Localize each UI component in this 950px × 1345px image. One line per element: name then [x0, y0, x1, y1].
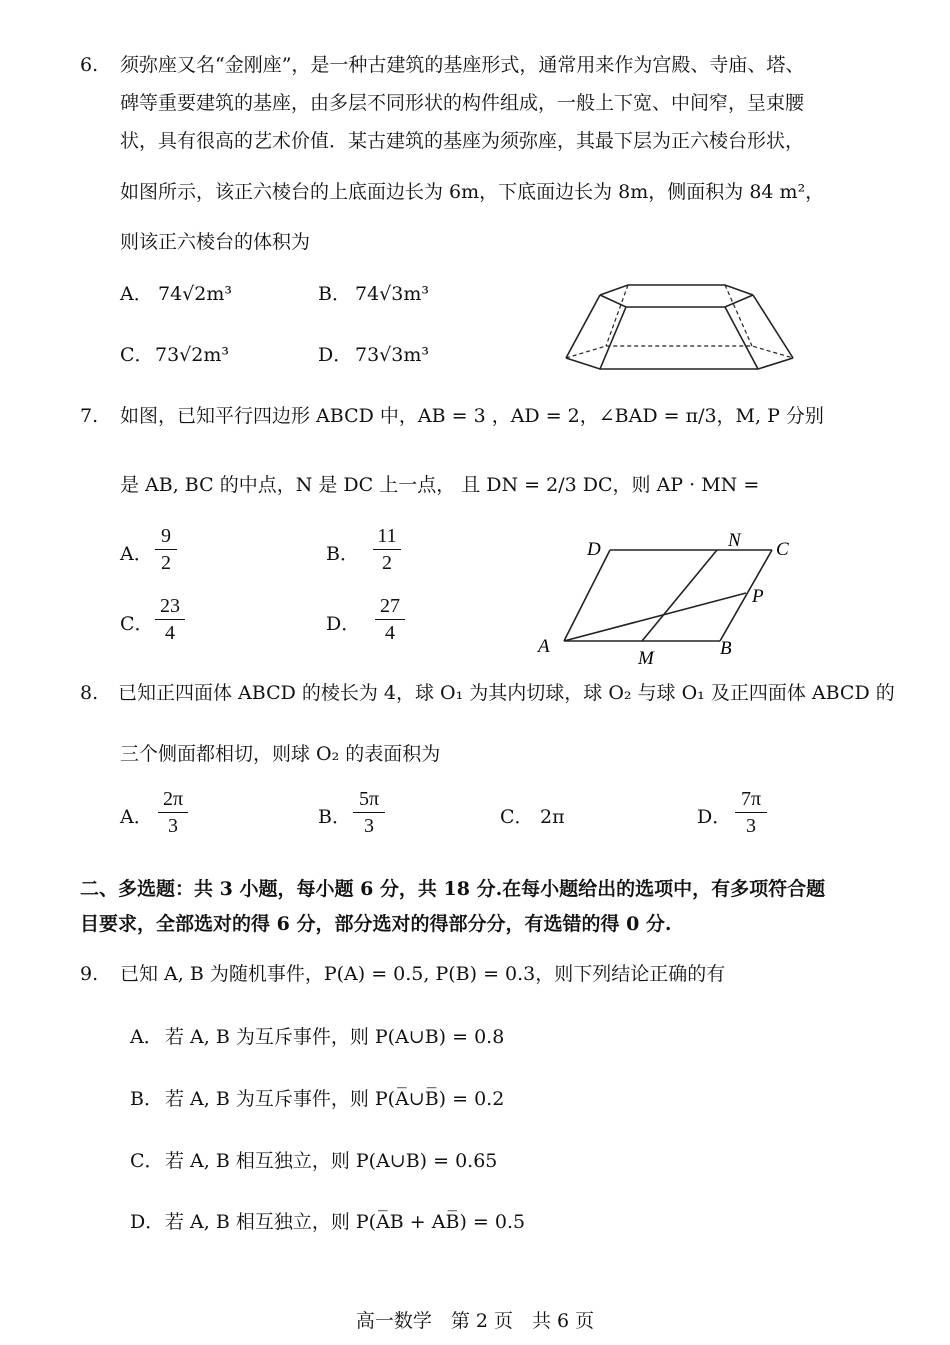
parallelogram-figure	[530, 528, 800, 670]
q9-option-b-label: B．	[130, 1088, 163, 1110]
q8-option-a-den: 3	[168, 815, 178, 838]
label-b: B	[720, 638, 732, 659]
fraction-bar	[375, 619, 405, 620]
section-2-heading-line-1: 二、多选题：共 3 小题，每小题 6 分，共 18 分.在每小题给出的选项中，有多项符合题	[80, 878, 826, 900]
q8-option-a-num: 2π	[162, 788, 184, 810]
label-d: D	[587, 539, 601, 560]
q8-option-b-label: B．	[318, 806, 351, 828]
q6-option-a: 74√2m³	[158, 283, 233, 305]
q8-option-c-label: C．	[500, 806, 534, 828]
q9-option-c: 若 A, B 相互独立，则 P(A∪B) = 0.65	[165, 1150, 498, 1172]
fraction-bar	[155, 549, 177, 550]
q8-option-c: 2π	[540, 806, 565, 828]
q7-option-c-label: C．	[120, 613, 154, 635]
q6-line-3: 状，具有很高的艺术价值．某古建筑的基座为须弥座，其最下层为正六棱台形状，	[120, 130, 805, 152]
segment-mn	[642, 550, 717, 641]
q8-number: 8.	[80, 682, 99, 704]
q8-option-d-label: D．	[697, 806, 732, 828]
q6-option-d-label: D．	[318, 344, 353, 366]
q7-option-b-den: 2	[382, 552, 392, 575]
fraction-bar	[155, 619, 185, 620]
q9-stem: 已知 A, B 为随机事件，P(A) = 0.5, P(B) = 0.3，则下列结论正确的有	[120, 963, 726, 985]
segment-ap	[564, 593, 746, 641]
label-p: P	[752, 586, 764, 607]
q7-option-c-fraction	[155, 594, 185, 645]
q7-number: 7.	[80, 405, 99, 427]
q6-option-d: 73√3m³	[355, 344, 430, 366]
q8-option-b-den: 3	[364, 815, 374, 838]
frustum-bottom-back	[566, 346, 793, 358]
q8-option-d-den: 3	[746, 815, 756, 838]
q9-option-b: 若 A, B 为互斥事件，则 P(A̅∪B̅) = 0.2	[165, 1088, 505, 1110]
q8-option-b-fraction	[353, 787, 385, 838]
q7-option-a-fraction	[155, 524, 177, 575]
q9-option-c-label: C．	[130, 1150, 164, 1172]
q7-option-a-num: 9	[161, 525, 171, 547]
q7-option-d-label: D．	[326, 613, 361, 635]
fraction-bar	[735, 812, 767, 813]
q6-option-b-label: B．	[318, 283, 351, 305]
q7-line-1: 如图，已知平行四边形 ABCD 中，AB = 3 ，AD = 2，∠BAD = π/3，M, P 分别	[120, 405, 824, 427]
q6-option-b: 74√3m³	[355, 283, 430, 305]
q7-option-c-num: 23	[160, 595, 180, 617]
q7-option-b-fraction	[373, 524, 401, 575]
q7-option-a-den: 2	[161, 552, 171, 575]
fraction-bar	[158, 812, 188, 813]
q8-option-b-num: 5π	[358, 788, 380, 810]
section-2-heading-line-2: 目要求，全部选对的得 6 分，部分选对的得部分分，有选错的得 0 分.	[80, 913, 672, 935]
frustum-edge-right	[753, 295, 793, 358]
q7-option-d-den: 4	[385, 622, 395, 645]
q6-option-c: 73√2m³	[155, 344, 230, 366]
q6-line-5: 则该正六棱台的体积为	[120, 231, 311, 253]
label-n: N	[728, 530, 741, 551]
fraction-bar	[373, 549, 401, 550]
q6-option-c-label: C．	[120, 344, 154, 366]
q9-option-d-label: D．	[130, 1211, 165, 1233]
frustum-figure	[560, 276, 800, 371]
q6-number: 6.	[80, 54, 99, 76]
q8-option-a-fraction	[158, 787, 188, 838]
label-m: M	[638, 648, 654, 669]
q7-option-d-fraction	[375, 594, 405, 645]
q6-line-1: 须弥座又名“金刚座”，是一种古建筑的基座形式，通常用来作为宫殿、寺庙、塔、	[120, 54, 805, 76]
q6-option-a-label: A．	[120, 283, 153, 305]
frustum-top-front	[600, 295, 753, 307]
q7-option-d-num: 27	[380, 595, 400, 617]
q7-option-c-den: 4	[165, 622, 175, 645]
q8-option-a-label: A．	[120, 806, 153, 828]
label-c: C	[776, 539, 789, 560]
q7-line-2: 是 AB, BC 的中点，N 是 DC 上一点， 且 DN = 2/3 DC，则 AP · MN =	[120, 474, 760, 496]
q9-option-a-label: A．	[130, 1026, 163, 1048]
page-footer: 高一数学 第 2 页 共 6 页	[355, 1310, 595, 1332]
q7-option-b-num: 11	[377, 525, 397, 547]
q6-line-2: 碑等重要建筑的基座，由多层不同形状的构件组成，一般上下宽、中间窄，呈束腰	[120, 92, 805, 114]
q8-option-d-num: 7π	[740, 788, 762, 810]
segment-bc	[720, 550, 772, 641]
segment-ad	[564, 550, 610, 641]
q8-line-1: 已知正四面体 ABCD 的棱长为 4，球 O₁ 为其内切球，球 O₂ 与球 O₁ 及正四面体 ABCD 的	[118, 682, 895, 704]
q9-number: 9.	[80, 963, 99, 985]
q9-option-d: 若 A, B 相互独立，则 P(A̅B + AB̅) = 0.5	[165, 1211, 526, 1233]
label-a: A	[538, 636, 550, 657]
q8-option-d-fraction	[735, 787, 767, 838]
frustum-edge-front-right	[725, 307, 758, 369]
frustum-edge-front-left	[600, 307, 626, 369]
frustum-edge-left	[566, 295, 600, 358]
q7-option-b-label: B．	[326, 543, 359, 565]
q6-line-4: 如图所示，该正六棱台的上底面边长为 6m，下底面边长为 8m，侧面积为 84 m²，	[120, 181, 825, 203]
frustum-hidden-edge-left	[606, 285, 628, 346]
q8-line-2: 三个侧面都相切，则球 O₂ 的表面积为	[120, 743, 441, 765]
q9-option-a: 若 A, B 为互斥事件，则 P(A∪B) = 0.8	[165, 1026, 505, 1048]
frustum-top-back	[600, 285, 753, 295]
q7-option-a-label: A．	[120, 543, 153, 565]
fraction-bar	[353, 812, 385, 813]
